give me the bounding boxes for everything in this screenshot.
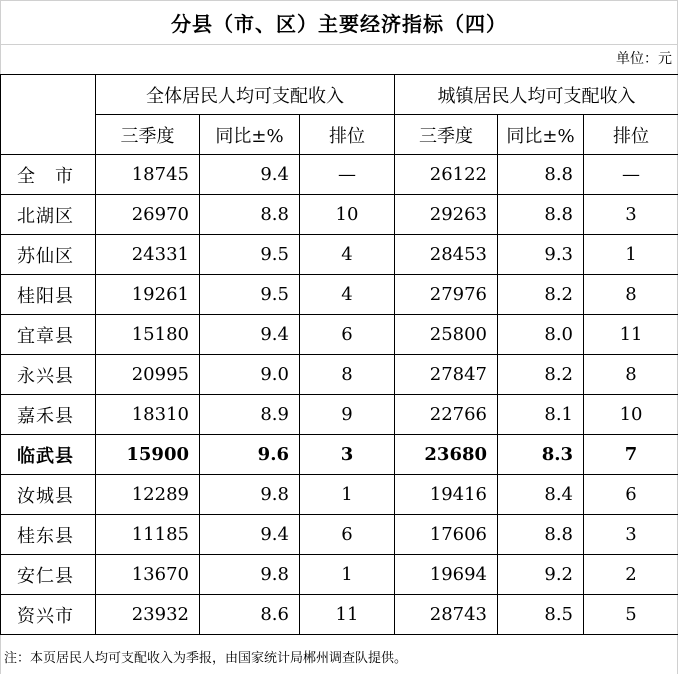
all-yoy-cell: 8.6 [200, 595, 300, 635]
sub-header-row [1, 115, 678, 155]
all-q3-cell: 19261 [96, 275, 200, 315]
urban-q3-cell: 28453 [395, 235, 498, 275]
urban-rank-cell: 7 [584, 435, 678, 475]
all-yoy-cell: 9.5 [200, 275, 300, 315]
urban-rank-cell: 3 [584, 195, 678, 235]
all-yoy-cell: 9.8 [200, 475, 300, 515]
urban-rank-cell: 6 [584, 475, 678, 515]
urban-q3-cell: 26122 [395, 155, 498, 195]
footnote: 注：本页居民人均可支配收入为季报，由国家统计局郴州调查队提供。 [4, 650, 408, 666]
urban-yoy-cell: 8.0 [498, 315, 584, 355]
subheader-yoy: 同比±% [498, 115, 584, 155]
urban-rank-cell: 11 [584, 315, 678, 355]
all-q3-cell: 18745 [96, 155, 200, 195]
region-name-cell: 临武县 [1, 435, 96, 475]
table-row [1, 395, 678, 435]
all-yoy-cell: 9.6 [200, 435, 300, 475]
urban-q3-cell: 19416 [395, 475, 498, 515]
group-header-urban-residents: 城镇居民人均可支配收入 [395, 75, 678, 115]
urban-rank-cell: 1 [584, 235, 678, 275]
urban-yoy-cell: 8.1 [498, 395, 584, 435]
subheader-q3: 三季度 [395, 115, 498, 155]
all-q3-cell: 23932 [96, 595, 200, 635]
table-row [1, 155, 678, 195]
urban-q3-cell: 19694 [395, 555, 498, 595]
subheader-rank: 排位 [584, 115, 678, 155]
all-yoy-cell: 9.0 [200, 355, 300, 395]
urban-rank-cell: — [584, 155, 678, 195]
all-q3-cell: 13670 [96, 555, 200, 595]
region-name-cell: 全 市 [1, 155, 96, 195]
urban-q3-cell: 29263 [395, 195, 498, 235]
region-name-cell: 北湖区 [1, 195, 96, 235]
all-q3-cell: 11185 [96, 515, 200, 555]
urban-yoy-cell: 8.2 [498, 355, 584, 395]
all-rank-cell: 6 [300, 315, 395, 355]
all-yoy-cell: 9.4 [200, 155, 300, 195]
region-name-cell: 宜章县 [1, 315, 96, 355]
all-q3-cell: 26970 [96, 195, 200, 235]
urban-q3-cell: 17606 [395, 515, 498, 555]
group-header-all-residents: 全体居民人均可支配收入 [96, 75, 395, 115]
urban-q3-cell: 22766 [395, 395, 498, 435]
urban-q3-cell: 27976 [395, 275, 498, 315]
urban-yoy-cell: 9.3 [498, 235, 584, 275]
income-table [0, 74, 678, 635]
table-row [1, 235, 678, 275]
all-rank-cell: 3 [300, 435, 395, 475]
urban-yoy-cell: 8.8 [498, 155, 584, 195]
urban-rank-cell: 8 [584, 355, 678, 395]
region-name-cell: 嘉禾县 [1, 395, 96, 435]
region-name-cell: 苏仙区 [1, 235, 96, 275]
urban-q3-cell: 25800 [395, 315, 498, 355]
table-row [1, 555, 678, 595]
table-body [1, 155, 678, 635]
all-rank-cell: 1 [300, 555, 395, 595]
urban-rank-cell: 5 [584, 595, 678, 635]
urban-rank-cell: 2 [584, 555, 678, 595]
all-rank-cell: 8 [300, 355, 395, 395]
region-name-cell: 资兴市 [1, 595, 96, 635]
urban-yoy-cell: 8.2 [498, 275, 584, 315]
table-row [1, 275, 678, 315]
all-yoy-cell: 9.4 [200, 515, 300, 555]
urban-yoy-cell: 8.5 [498, 595, 584, 635]
subheader-q3: 三季度 [96, 115, 200, 155]
all-yoy-cell: 9.8 [200, 555, 300, 595]
region-name-cell: 汝城县 [1, 475, 96, 515]
table-row [1, 595, 678, 635]
all-q3-cell: 18310 [96, 395, 200, 435]
table-title: 分县（市、区）主要经济指标（四） [171, 11, 507, 36]
all-rank-cell: 4 [300, 275, 395, 315]
table-row [1, 475, 678, 515]
all-q3-cell: 24331 [96, 235, 200, 275]
region-name-cell: 永兴县 [1, 355, 96, 395]
table-row [1, 315, 678, 355]
all-yoy-cell: 8.8 [200, 195, 300, 235]
all-rank-cell: 1 [300, 475, 395, 515]
subheader-yoy: 同比±% [200, 115, 300, 155]
region-name-cell: 桂东县 [1, 515, 96, 555]
all-rank-cell: 4 [300, 235, 395, 275]
all-rank-cell: 11 [300, 595, 395, 635]
urban-yoy-cell: 8.3 [498, 435, 584, 475]
urban-rank-cell: 10 [584, 395, 678, 435]
table-row [1, 195, 678, 235]
urban-yoy-cell: 9.2 [498, 555, 584, 595]
urban-rank-cell: 3 [584, 515, 678, 555]
unit-label: 单位：元 [616, 51, 672, 67]
urban-rank-cell: 8 [584, 275, 678, 315]
all-rank-cell: — [300, 155, 395, 195]
all-q3-cell: 15900 [96, 435, 200, 475]
table-row [1, 435, 678, 475]
urban-q3-cell: 28743 [395, 595, 498, 635]
subheader-rank: 排位 [300, 115, 395, 155]
corner-cell [1, 75, 96, 155]
urban-q3-cell: 23680 [395, 435, 498, 475]
all-yoy-cell: 9.4 [200, 315, 300, 355]
table-row [1, 515, 678, 555]
all-q3-cell: 15180 [96, 315, 200, 355]
region-name-cell: 桂阳县 [1, 275, 96, 315]
region-name-cell: 安仁县 [1, 555, 96, 595]
group-header-row [1, 75, 678, 115]
urban-yoy-cell: 8.8 [498, 195, 584, 235]
all-yoy-cell: 9.5 [200, 235, 300, 275]
all-rank-cell: 6 [300, 515, 395, 555]
urban-yoy-cell: 8.4 [498, 475, 584, 515]
urban-q3-cell: 27847 [395, 355, 498, 395]
all-rank-cell: 10 [300, 195, 395, 235]
all-q3-cell: 12289 [96, 475, 200, 515]
all-q3-cell: 20995 [96, 355, 200, 395]
all-rank-cell: 9 [300, 395, 395, 435]
all-yoy-cell: 8.9 [200, 395, 300, 435]
table-row [1, 355, 678, 395]
urban-yoy-cell: 8.8 [498, 515, 584, 555]
